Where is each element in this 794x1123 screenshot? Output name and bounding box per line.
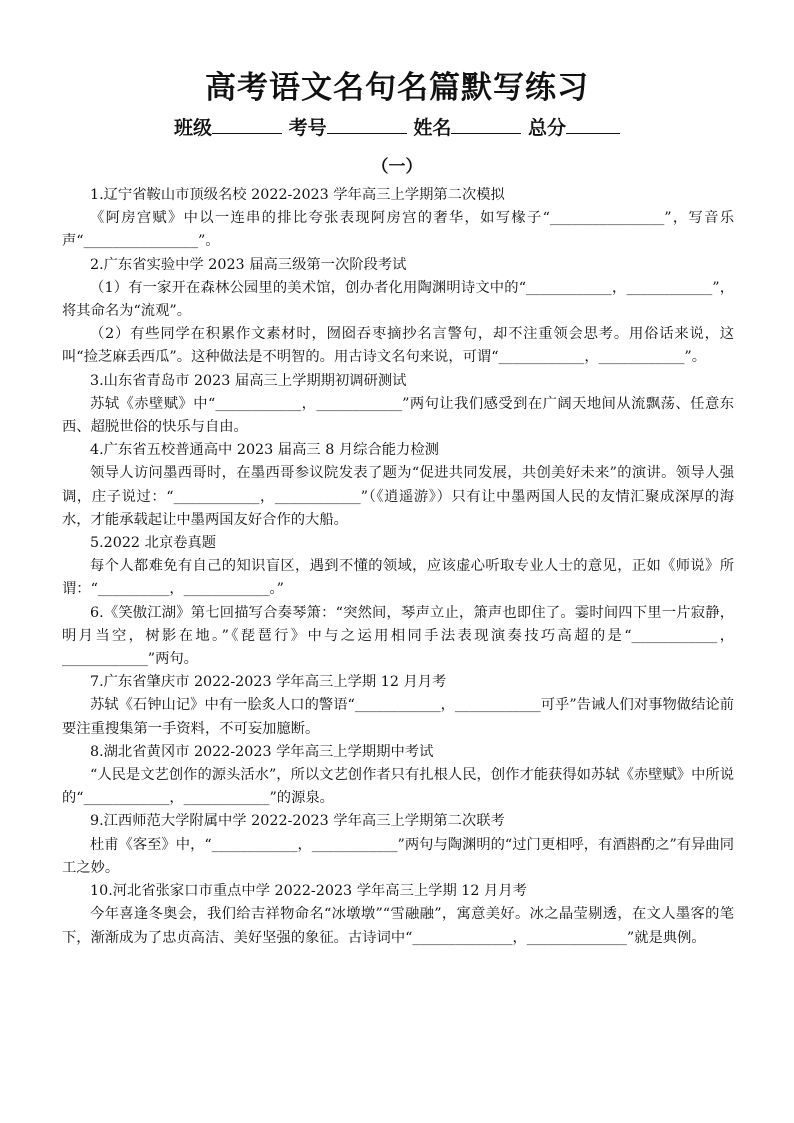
question-text: （2）有些同学在积累作文素材时，囫囵吞枣摘抄名言警句，却不注重领会思考。用俗话来说，这叫“捡芝麻丢西瓜”。这种做法是不明智的。用古诗文名句来说，可谓“____________，____________”。 (62, 326, 734, 366)
question-item (62, 532, 734, 602)
question-source: 10.河北省张家口市重点中学 2022-2023 学年高三上学期 12 月月考 (90, 883, 527, 900)
question-text: （1）有一家开在森林公园里的美术馆，创办者化用陶渊明诗文中的“____________，____________”，将其命名为“流观”。 (62, 279, 734, 320)
question-text: “人民是文艺创作的源头活水”，所以文艺创作者只有扎根人民，创作才能获得如苏轼《赤壁赋》中所说的“____________，____________”的源泉。 (62, 767, 734, 807)
question-text: 6.《笑傲江湖》第七回描写合奏琴箫：“突然间，琴声立止，箫声也即住了。霎时间四下里一片寂静，明月当空，树影在地。”《琵琶行》中与之运用相同手法表现演奏技巧高超的是“____________，____________”两句。 (62, 604, 734, 668)
question-text: 《阿房宫赋》中以一连串的排比夸张表现阿房宫的奢华，如写椽子“________________”，写音乐声“________________”。 (62, 210, 734, 250)
question-source: 1.辽宁省鞍山市顶级名校 2022-2023 学年高三上学期第二次模拟 (90, 187, 505, 203)
student-info-line (0, 113, 794, 140)
question-source: 4.广东省五校普通高中 2023 届高三 8 月综合能力检测 (90, 442, 439, 459)
question-item (62, 370, 734, 440)
question-source: 9.江西师范大学附属中学 2022-2023 学年高三上学期第二次联考 (90, 813, 505, 830)
question-item (62, 184, 734, 254)
class-label: 班级 (174, 117, 213, 139)
question-source: 3.山东省青岛市 2023 届高三上学期期初调研测试 (90, 372, 407, 389)
page-title: 高考语文名句名篇默写练习 (205, 70, 589, 106)
question-text: 苏轼《赤壁赋》中“____________，____________”两句让我们感受到在广阔天地间从流飘荡、任意东西、超脱世俗的快乐与自由。 (62, 395, 734, 436)
question-item (62, 254, 734, 370)
exam-no-blank (327, 115, 407, 134)
question-item (62, 439, 734, 532)
question-item (62, 671, 734, 741)
question-text: 苏轼《石钟山记》中有一脍炙人口的警语“____________，____________可乎”告诫人们对事物做结论前要注重搜集第一手资料，不可妄加臆断。 (62, 697, 734, 737)
question-source: 8.湖北省黄冈市 2022-2023 学年高三上学期期中考试 (90, 743, 434, 760)
question-source: 5.2022 北京卷真题 (90, 535, 217, 552)
question-item (62, 602, 734, 672)
question-item (62, 741, 734, 811)
question-item (62, 880, 734, 950)
question-text: 杜甫《客至》中，“____________，____________”两句与陶渊明的“过门更相呼，有酒斟酌之”有异曲同工之妙。 (62, 836, 734, 876)
question-text: 今年喜逢冬奥会，我们给吉祥物命名“冰墩墩”“雪融融”，寓意美好。冰之晶莹剔透，在文人墨客的笔下，渐渐成为了忠贞高洁、美好坚强的象征。古诗词中“______________，______________”就是典例。 (62, 906, 734, 946)
question-text: 领导人访问墨西哥时，在墨西哥参议院发表了题为“促进共同发展，共创美好未来”的演讲。领导人强调，庄子说过：“____________，____________”（《逍遥游》）只有让中墨两国人民的友情汇聚成深厚的海水，才能承载起让中墨两国友好合作的大船。 (62, 465, 734, 528)
question-source: 2.广东省实验中学 2023 届高三级第一次阶段考试 (90, 256, 407, 273)
question-item (62, 810, 734, 880)
class-blank (212, 115, 282, 134)
question-text: 每个人都难免有自己的知识盲区，遇到不懂的领域，应该虚心听取专业人士的意见，正如《师说》所谓：“__________，____________。” (62, 558, 734, 598)
question-source: 7.广东省肇庆市 2022-2023 学年高三上学期 12 月月考 (90, 674, 447, 691)
name-blank (451, 115, 521, 134)
score-label: 总分 (527, 117, 566, 139)
score-blank (566, 115, 620, 134)
section-number: （一） (371, 157, 423, 177)
question-list (62, 184, 734, 950)
name-label: 姓名 (413, 117, 452, 139)
exam-no-label: 考号 (288, 117, 327, 139)
